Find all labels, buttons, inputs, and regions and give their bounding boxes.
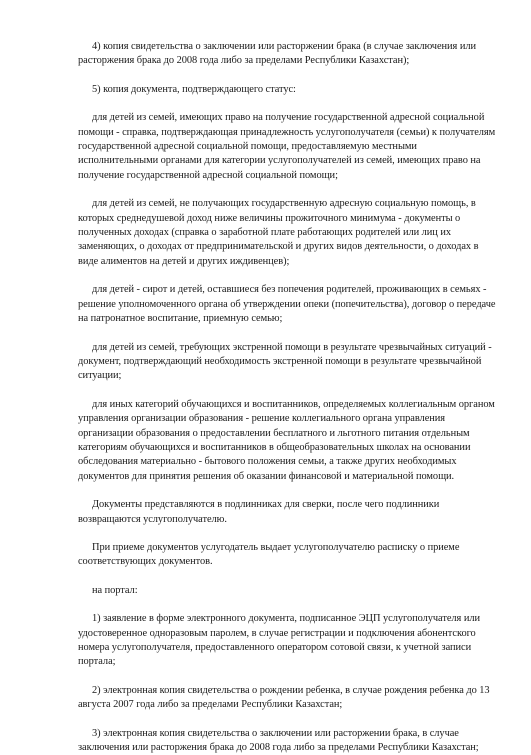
paragraph-portal-application: 1) заявление в форме электронного документа, подписанное ЭЦП услугополучателя или удостоверенное одноразовым паролем, в случае регистрации и подключения абонентского номера услугополучателя, предоставленного оператором сотовой связи, к учетной записи портала; bbox=[78, 613, 480, 668]
paragraph-other-categories: для иных категорий обучающихся и воспитанников, определяемых коллегиальным органом управления организации образования - решение коллегиального органа управления организации образования о предоставлении бесплатного и льготного питания отдельным категориям обучающихся и воспитанников в общеобразовательных школах на основании обследования материально - бытового положения семьи, а также других необходимых документов для принятия решения об оказании финансовой и материальной помощи. bbox=[78, 398, 495, 482]
paragraph-portal-marriage-certificate: 3) электронная копия свидетельства о заключении или расторжении брака, в случае заключения или расторжения брака до 2008 года либо за пределами Республики Казахстан; bbox=[78, 727, 479, 754]
paragraph-status-document: 5) копия документа, подтверждающего статус: bbox=[92, 83, 296, 95]
paragraph-social-assistance: для детей из семей, имеющих право на получение государственной адресной социальной помощи - справка, подтверждающая принадлежность услугополучателя (семьи) к получателям государственной адресной социальной помощи, предоставляемую местными исполнительными органами для категории услугополучателей из семей, имеющих право на получение государственной адресной социальной помощи; bbox=[78, 112, 496, 181]
paragraph-emergency: для детей из семей, требующих экстренной помощи в результате чрезвычайных ситуаций - документ, подтверждающий необходимость экстренной помощи в результате чрезвычайной ситуации; bbox=[78, 341, 492, 382]
paragraph-originals: Документы представляются в подлинниках для сверки, после чего подлинники возвращаются услугополучателю. bbox=[78, 499, 440, 525]
paragraph-orphans: для детей - сирот и детей, оставшиеся без попечения родителей, проживающих в семьях - решение уполномоченного органа об утверждении опеки (попечительства), договор о передаче на патронатное воспитание, приемную семью; bbox=[78, 284, 496, 325]
paragraph-marriage-certificate: 4) копия свидетельства о заключении или расторжении брака (в случае заключения или расторжения брака до 2008 года либо за пределами Республики Казахстан); bbox=[78, 41, 476, 67]
paragraph-portal-birth-certificate: 2) электронная копия свидетельства о рождении ребенка, в случае рождения ребенка до 13 августа 2007 года либо за пределами Республики Казахстан; bbox=[78, 684, 490, 711]
paragraph-receipt: При приеме документов услугодатель выдает услугополучателю расписку о приеме соответствующих документов. bbox=[78, 541, 460, 568]
paragraph-low-income: для детей из семей, не получающих государственную адресную социальную помощь, в которых среднедушевой доход ниже величины прожиточного минимума - документы о полученных доходах (справка о заработной плате работающих родителей или лиц их заменяющих, о доходах от предпринимательской и других видов деятельности, о доходах в виде алиментов на детей и других иждивенцев); bbox=[78, 198, 479, 267]
paragraph-portal-heading: на портал: bbox=[92, 584, 138, 596]
